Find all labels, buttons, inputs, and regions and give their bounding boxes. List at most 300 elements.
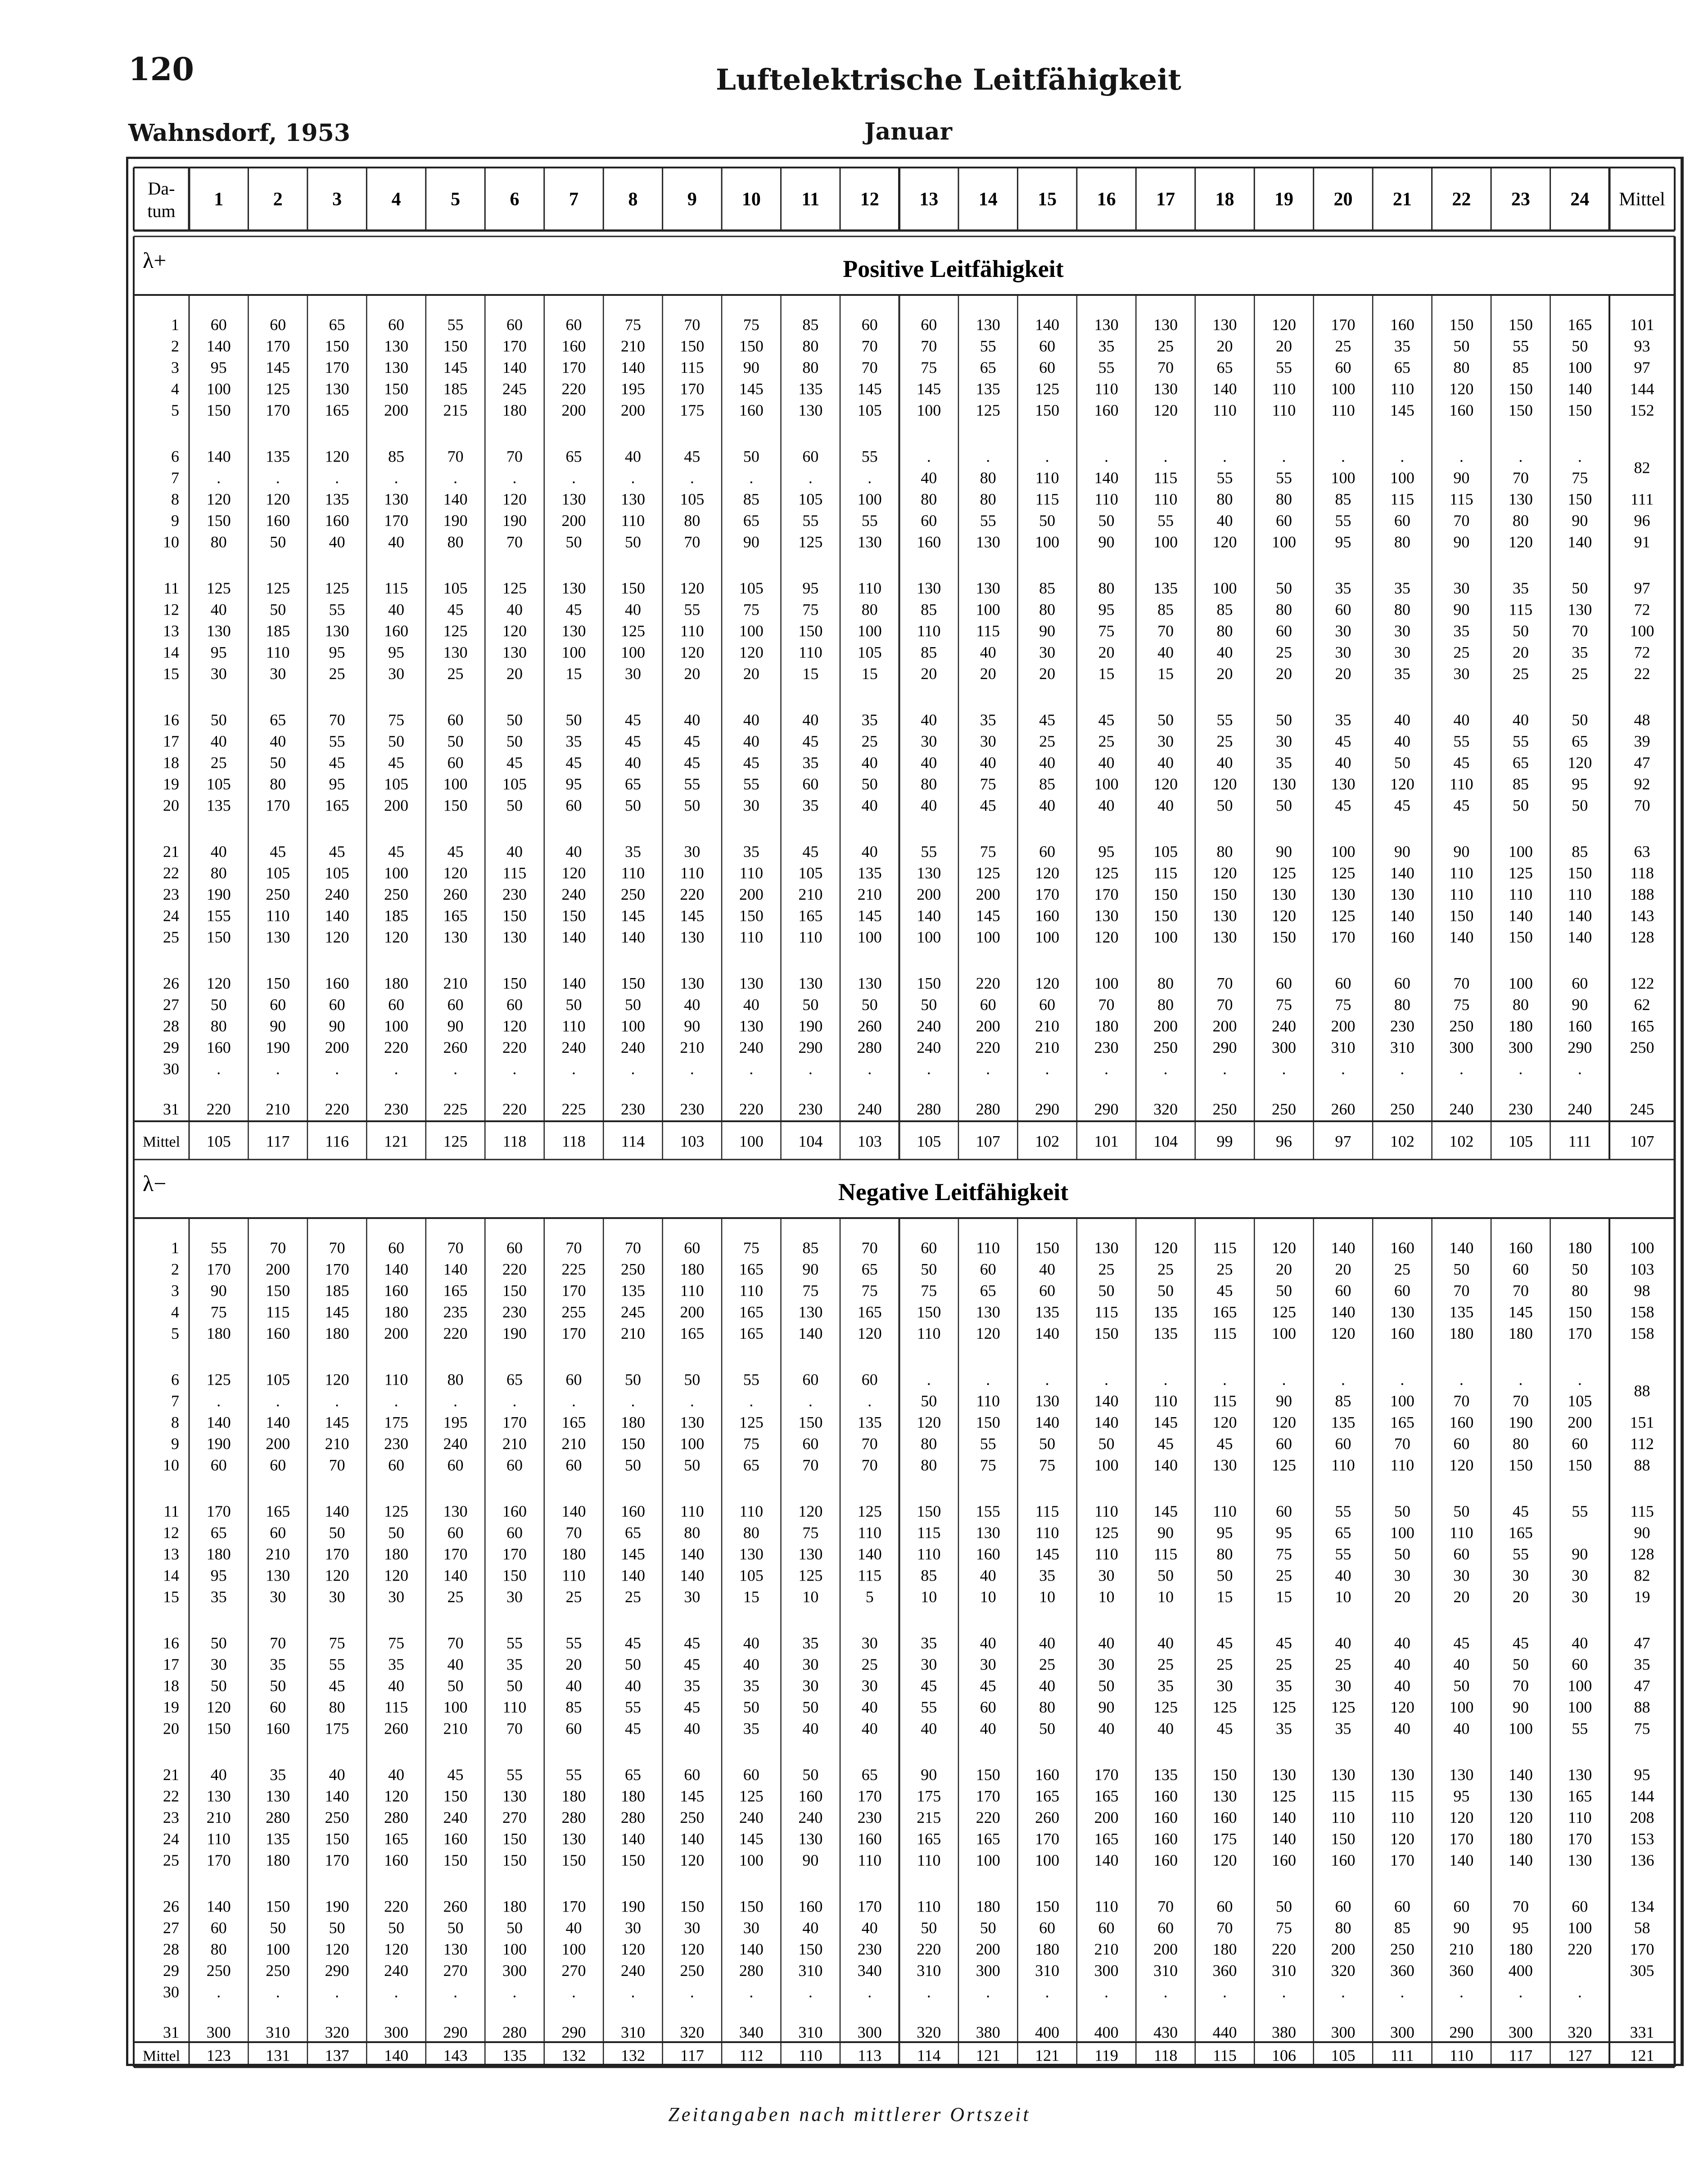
table-cell: 210 <box>266 1545 290 1563</box>
table-cell: 50 <box>210 711 227 729</box>
section-title: Negative Leitfähigkeit <box>838 1178 1069 1205</box>
table-cell: 150 <box>976 1766 1000 1784</box>
day-mean: 90 <box>1634 1523 1650 1542</box>
table-cell: 25 <box>1512 665 1529 683</box>
day-mean: 118 <box>1630 864 1654 882</box>
table-cell: 240 <box>1271 1017 1296 1035</box>
table-cell: . <box>690 1060 694 1078</box>
table-cell: 80 <box>210 533 227 551</box>
table-cell: 95 <box>1098 843 1115 861</box>
table-cell: 115 <box>1509 600 1533 619</box>
table-cell: 30 <box>1335 622 1351 640</box>
table-cell: 150 <box>1568 401 1592 419</box>
table-cell: 230 <box>502 885 527 903</box>
table-cell: 70 <box>506 1719 523 1738</box>
table-cell: 85 <box>743 490 759 508</box>
table-cell: 35 <box>1335 579 1351 597</box>
table-cell: 110 <box>1094 380 1118 398</box>
table-cell: 165 <box>325 796 349 815</box>
table-cell: 210 <box>1094 1940 1119 1958</box>
table-cell: 50 <box>1453 337 1470 355</box>
table-cell: 30 <box>980 732 996 750</box>
table-cell: 165 <box>976 1830 1000 1848</box>
table-cell: 50 <box>1453 1677 1470 1695</box>
table-cell: 130 <box>1331 885 1356 903</box>
day-label: 28 <box>163 1940 179 1958</box>
table-cell: 40 <box>624 753 641 772</box>
table-cell: 70 <box>565 1239 582 1257</box>
table-cell: 40 <box>1157 1634 1174 1652</box>
table-cell: 140 <box>561 974 586 992</box>
table-cell: 140 <box>1094 1392 1119 1410</box>
table-cell: 50 <box>1098 1282 1115 1300</box>
table-cell: 200 <box>680 1303 705 1321</box>
table-cell: 135 <box>1449 1303 1474 1321</box>
table-cell: . <box>1104 1060 1109 1078</box>
day-mean: 39 <box>1634 732 1650 750</box>
table-cell: 65 <box>980 358 996 376</box>
table-cell: 70 <box>861 1239 878 1257</box>
table-cell: 300 <box>1508 1038 1533 1056</box>
table-cell: 110 <box>1094 1545 1118 1563</box>
table-cell: 60 <box>1394 1282 1410 1300</box>
table-cell: 65 <box>1394 358 1410 376</box>
table-cell: 25 <box>329 665 345 683</box>
table-cell: . <box>1341 1060 1345 1078</box>
table-cell: 100 <box>857 490 882 508</box>
table-cell: 300 <box>1271 1038 1296 1056</box>
table-cell: 170 <box>857 1787 882 1805</box>
table-cell: 105 <box>798 490 823 508</box>
table-cell: 70 <box>1157 1897 1174 1916</box>
table-cell: 40 <box>921 1719 937 1738</box>
table-cell: 110 <box>976 1392 1000 1410</box>
table-cell: 280 <box>857 1038 882 1056</box>
table-cell: 115 <box>1450 490 1473 508</box>
table-cell: 45 <box>388 753 405 772</box>
table-cell: 190 <box>206 885 231 903</box>
table-cell: 40 <box>1157 643 1174 662</box>
table-cell: 60 <box>1453 1545 1470 1563</box>
table-cell: 210 <box>798 885 823 903</box>
table-cell: 270 <box>443 1962 468 1980</box>
table-cell: 35 <box>1157 1677 1174 1695</box>
table-cell: 135 <box>1153 1324 1178 1342</box>
table-cell: 160 <box>1390 316 1414 334</box>
table-cell: 165 <box>857 1303 882 1321</box>
table-cell: 45 <box>684 753 700 772</box>
table-cell: . <box>335 1983 339 2001</box>
day-label: 29 <box>163 1038 179 1056</box>
table-cell: 220 <box>206 1100 231 1118</box>
table-cell: 55 <box>684 775 700 793</box>
table-cell: 70 <box>1394 1435 1410 1453</box>
table-cell: 40 <box>210 732 227 750</box>
table-cell: 70 <box>447 1634 464 1652</box>
mittel-row-cell: 116 <box>325 1132 349 1151</box>
table-cell: 180 <box>502 401 527 419</box>
table-cell: 40 <box>388 600 405 619</box>
table-cell: 110 <box>1450 864 1473 882</box>
table-cell: 45 <box>1216 1634 1233 1652</box>
table-cell: 195 <box>443 1413 468 1432</box>
day-label: 19 <box>163 1698 179 1716</box>
table-cell: 40 <box>1216 753 1233 772</box>
table-cell: 120 <box>1449 1808 1474 1826</box>
table-cell: 230 <box>620 1100 645 1118</box>
day-mean: 47 <box>1634 1634 1650 1652</box>
table-cell: 65 <box>1216 358 1233 376</box>
table-cell: 45 <box>684 1655 700 1673</box>
table-cell: 100 <box>976 928 1000 946</box>
table-cell: 85 <box>1039 579 1056 597</box>
table-cell: 45 <box>624 1719 641 1738</box>
table-cell: 45 <box>447 600 464 619</box>
table-cell: 140 <box>1271 1808 1296 1826</box>
table-cell: 130 <box>680 928 705 946</box>
table-cell: 150 <box>1035 1897 1060 1916</box>
table-cell: 110 <box>1272 401 1296 419</box>
table-cell: 60 <box>270 1523 286 1542</box>
table-cell: 40 <box>1335 1634 1351 1652</box>
table-cell: 200 <box>976 1940 1000 1958</box>
table-cell: 75 <box>743 1435 759 1453</box>
table-cell: 125 <box>266 380 290 398</box>
table-cell: 120 <box>798 1502 823 1520</box>
table-cell: 95 <box>388 643 405 662</box>
table-cell: 25 <box>1275 1655 1292 1673</box>
table-cell: 130 <box>561 1830 586 1848</box>
day-label: 20 <box>163 796 179 815</box>
table-cell: 80 <box>447 533 464 551</box>
table-cell: 245 <box>502 380 527 398</box>
table-cell: 115 <box>1153 469 1178 487</box>
table-cell: 110 <box>798 928 822 946</box>
table-cell: 380 <box>976 2023 1000 2041</box>
table-cell: 40 <box>684 996 700 1014</box>
table-cell: 35 <box>210 1588 227 1606</box>
table-cell: . <box>986 1060 990 1078</box>
table-cell: 55 <box>329 600 345 619</box>
section-symbol: λ− <box>143 1171 167 1196</box>
table-cell: 160 <box>1508 1239 1533 1257</box>
table-cell: 70 <box>1453 974 1470 992</box>
table-cell: 195 <box>620 380 645 398</box>
table-cell: 30 <box>1394 1566 1410 1585</box>
table-cell: . <box>571 1983 576 2001</box>
table-cell: 120 <box>1568 753 1592 772</box>
table-cell: 95 <box>329 643 345 662</box>
table-cell: 60 <box>565 796 582 815</box>
table-cell: 200 <box>1094 1808 1119 1826</box>
table-cell: . <box>1045 1983 1049 2001</box>
table-cell: . <box>986 1983 990 2001</box>
table-cell: 55 <box>565 1766 582 1784</box>
table-cell: 40 <box>1098 796 1115 815</box>
table-cell: 140 <box>206 337 231 355</box>
table-cell: 90 <box>1453 600 1470 619</box>
table-cell: 100 <box>384 864 409 882</box>
table-cell: 120 <box>502 622 527 640</box>
mittel-row-cell: 106 <box>1271 2046 1296 2065</box>
table-cell: 30 <box>1098 1655 1115 1673</box>
table-cell: 240 <box>561 1038 586 1056</box>
table-cell: 220 <box>976 1038 1000 1056</box>
table-cell: 75 <box>1453 996 1470 1014</box>
table-cell: 70 <box>506 533 523 551</box>
table-cell: . <box>1282 1983 1286 2001</box>
table-cell: 60 <box>1275 512 1292 530</box>
table-cell: 150 <box>443 1851 468 1869</box>
table-cell: 150 <box>325 337 349 355</box>
table-cell: 130 <box>561 579 586 597</box>
table-cell: . <box>1104 1983 1109 2001</box>
table-cell: 60 <box>506 1523 523 1542</box>
section-title: Positive Leitfähigkeit <box>843 255 1064 282</box>
table-cell: 50 <box>506 796 523 815</box>
table-cell: 290 <box>443 2023 468 2041</box>
table-cell: 10 <box>980 1588 996 1606</box>
table-cell: 60 <box>1394 1897 1410 1916</box>
table-cell: 170 <box>266 401 290 419</box>
table-cell: 260 <box>443 1038 468 1056</box>
table-cell: 100 <box>620 643 645 662</box>
table-cell: 95 <box>210 643 227 662</box>
table-cell: 60 <box>1039 843 1056 861</box>
table-cell: 75 <box>210 1303 227 1321</box>
table-cell: 150 <box>1568 490 1592 508</box>
table-cell: 50 <box>1512 622 1529 640</box>
table-cell: 95 <box>1512 1919 1529 1937</box>
table-cell: 100 <box>857 928 882 946</box>
table-cell: 65 <box>210 1523 227 1542</box>
table-cell: 40 <box>1453 1655 1470 1673</box>
table-cell: 200 <box>384 401 409 419</box>
table-cell: 90 <box>684 1017 700 1035</box>
table-cell: 45 <box>1453 753 1470 772</box>
table-cell: 240 <box>739 1808 764 1826</box>
table-cell: 75 <box>743 600 759 619</box>
table-cell: 90 <box>1394 843 1410 861</box>
table-cell: 30 <box>1216 1677 1233 1695</box>
table-cell: 140 <box>1449 928 1474 946</box>
table-cell: 30 <box>270 665 286 683</box>
table-cell: 70 <box>329 1239 345 1257</box>
table-cell: 30 <box>684 1588 700 1606</box>
table-cell: 150 <box>502 1830 527 1848</box>
table-cell: 55 <box>921 843 937 861</box>
table-cell: 70 <box>1453 1282 1470 1300</box>
table-cell: 110 <box>1450 775 1473 793</box>
table-cell: 160 <box>325 512 349 530</box>
table-cell: 200 <box>266 1435 290 1453</box>
table-cell: . <box>1282 447 1286 466</box>
table-cell: 25 <box>1394 1260 1410 1278</box>
table-cell: 250 <box>325 1808 349 1826</box>
day-mean: 115 <box>1630 1502 1654 1520</box>
table-cell: 170 <box>1035 885 1060 903</box>
table-cell: 180 <box>384 1303 409 1321</box>
day-mean: 170 <box>1630 1940 1654 1958</box>
table-cell: 80 <box>1572 1282 1588 1300</box>
day-label: 18 <box>163 1677 179 1695</box>
mittel-row-cell: 104 <box>1153 1132 1178 1151</box>
page-number: 120 <box>128 50 194 88</box>
table-cell: 60 <box>684 1239 700 1257</box>
table-cell: 70 <box>1453 1392 1470 1410</box>
table-cell: . <box>1104 447 1109 466</box>
table-cell: . <box>986 447 990 466</box>
day-mean: 245 <box>1630 1100 1654 1118</box>
table-cell: 90 <box>1453 843 1470 861</box>
table-cell: 70 <box>1216 996 1233 1014</box>
table-cell: 115 <box>1035 1502 1059 1520</box>
table-cell: 180 <box>502 1897 527 1916</box>
table-cell: 80 <box>1394 996 1410 1014</box>
table-cell: 110 <box>621 864 645 882</box>
table-cell: 60 <box>861 316 878 334</box>
table-cell: 150 <box>1331 1830 1356 1848</box>
table-cell: 180 <box>1212 1940 1237 1958</box>
table-cell: 135 <box>1153 1303 1178 1321</box>
table-cell: 110 <box>1450 1523 1473 1542</box>
table-cell: 25 <box>1453 643 1470 662</box>
table-cell: 130 <box>1212 906 1237 925</box>
table-cell: 110 <box>917 1897 941 1916</box>
table-cell: 220 <box>502 1100 527 1118</box>
table-cell: 140 <box>1449 1239 1474 1257</box>
table-cell: 130 <box>561 490 586 508</box>
table-cell: 150 <box>443 796 468 815</box>
table-cell: 50 <box>921 1919 937 1937</box>
table-cell: 125 <box>1153 1698 1178 1716</box>
table-cell: 40 <box>1039 753 1056 772</box>
mittel-row-label: Mittel <box>142 2048 181 2065</box>
table-cell: 110 <box>1094 490 1118 508</box>
table-cell: 250 <box>1449 1017 1474 1035</box>
table-cell: 110 <box>1094 1502 1118 1520</box>
table-cell: 80 <box>1512 512 1529 530</box>
table-cell: 230 <box>857 1940 882 1958</box>
table-cell: 60 <box>388 996 405 1014</box>
table-cell: 360 <box>1390 1962 1414 1980</box>
table-cell: 180 <box>325 1324 349 1342</box>
table-cell: 50 <box>565 533 582 551</box>
table-cell: 85 <box>1512 358 1529 376</box>
table-cell: 150 <box>976 1413 1000 1432</box>
table-cell: 100 <box>1449 1698 1474 1716</box>
table-cell: 80 <box>684 512 700 530</box>
table-cell: 20 <box>1394 1588 1410 1606</box>
table-cell: 130 <box>739 974 764 992</box>
table-cell: 60 <box>1275 974 1292 992</box>
day-label: 18 <box>163 753 179 772</box>
table-cell: 145 <box>1035 1545 1060 1563</box>
table-cell: 130 <box>739 1545 764 1563</box>
table-cell: 90 <box>1039 622 1056 640</box>
table-cell: 120 <box>1212 775 1237 793</box>
table-cell: 100 <box>1568 1677 1592 1695</box>
mittel-row-cell: 115 <box>1213 2046 1237 2065</box>
table-cell: 125 <box>1331 1698 1356 1716</box>
table-cell: 165 <box>798 906 823 925</box>
table-cell: 300 <box>857 2023 882 2041</box>
table-cell: 20 <box>1039 665 1056 683</box>
table-cell: 40 <box>1157 796 1174 815</box>
table-cell: 110 <box>1272 380 1296 398</box>
table-cell: 45 <box>1216 1282 1233 1300</box>
header-hour: 8 <box>628 189 638 210</box>
table-cell: 100 <box>206 380 231 398</box>
table-cell: 45 <box>980 796 996 815</box>
table-cell: 60 <box>506 996 523 1014</box>
table-cell: 165 <box>443 1282 468 1300</box>
table-cell: 160 <box>266 1324 290 1342</box>
table-cell: 260 <box>1331 1100 1356 1118</box>
table-cell: . <box>690 469 694 487</box>
table-cell: 140 <box>620 1830 645 1848</box>
table-cell: 40 <box>1098 1634 1115 1652</box>
table-cell: 85 <box>565 1698 582 1716</box>
table-cell: 115 <box>1035 490 1059 508</box>
table-cell: 30 <box>743 1919 759 1937</box>
table-cell: 130 <box>1153 380 1178 398</box>
table-cell: 60 <box>565 1719 582 1738</box>
mittel-row-cell: 119 <box>1094 2046 1118 2065</box>
table-cell: 35 <box>270 1766 286 1784</box>
day-mean: 152 <box>1630 401 1654 419</box>
table-cell: 130 <box>384 358 409 376</box>
day-label: 26 <box>163 1897 179 1916</box>
table-cell: 135 <box>798 380 823 398</box>
table-cell: 80 <box>921 490 937 508</box>
table-cell: 110 <box>917 622 941 640</box>
table-cell: 30 <box>1275 732 1292 750</box>
table-cell: 130 <box>266 1787 290 1805</box>
table-cell: 75 <box>980 775 996 793</box>
table-cell: 50 <box>565 996 582 1014</box>
mittel-row-cell: 121 <box>1035 2046 1060 2065</box>
table-cell: 160 <box>1153 1787 1178 1805</box>
table-cell: 180 <box>1449 1324 1474 1342</box>
table-cell: 105 <box>266 864 290 882</box>
day-label: 16 <box>163 1634 179 1652</box>
table-cell: 140 <box>325 906 349 925</box>
table-cell: 120 <box>325 928 349 946</box>
table-cell: 150 <box>1568 1456 1592 1474</box>
table-cell: 50 <box>329 1919 345 1937</box>
table-cell: 60 <box>1335 358 1351 376</box>
table-cell: 145 <box>620 1545 645 1563</box>
table-cell: 310 <box>1271 1962 1296 1980</box>
table-cell: . <box>394 1060 398 1078</box>
table-cell: 140 <box>857 1545 882 1563</box>
table-cell: 190 <box>502 1324 527 1342</box>
table-cell: . <box>1223 1370 1227 1389</box>
table-cell: 50 <box>270 600 286 619</box>
table-cell: 50 <box>1512 1655 1529 1673</box>
table-cell: 120 <box>1094 928 1119 946</box>
day-mean: 75 <box>1634 1719 1650 1738</box>
table-cell: 120 <box>1035 864 1060 882</box>
table-cell: 130 <box>266 928 290 946</box>
table-cell: 35 <box>1394 337 1410 355</box>
table-cell: 25 <box>1216 732 1233 750</box>
mittel-row-cell: 127 <box>1568 2046 1592 2065</box>
table-cell: 145 <box>857 906 882 925</box>
day-mean: 48 <box>1634 711 1650 729</box>
table-cell: 70 <box>447 1239 464 1257</box>
